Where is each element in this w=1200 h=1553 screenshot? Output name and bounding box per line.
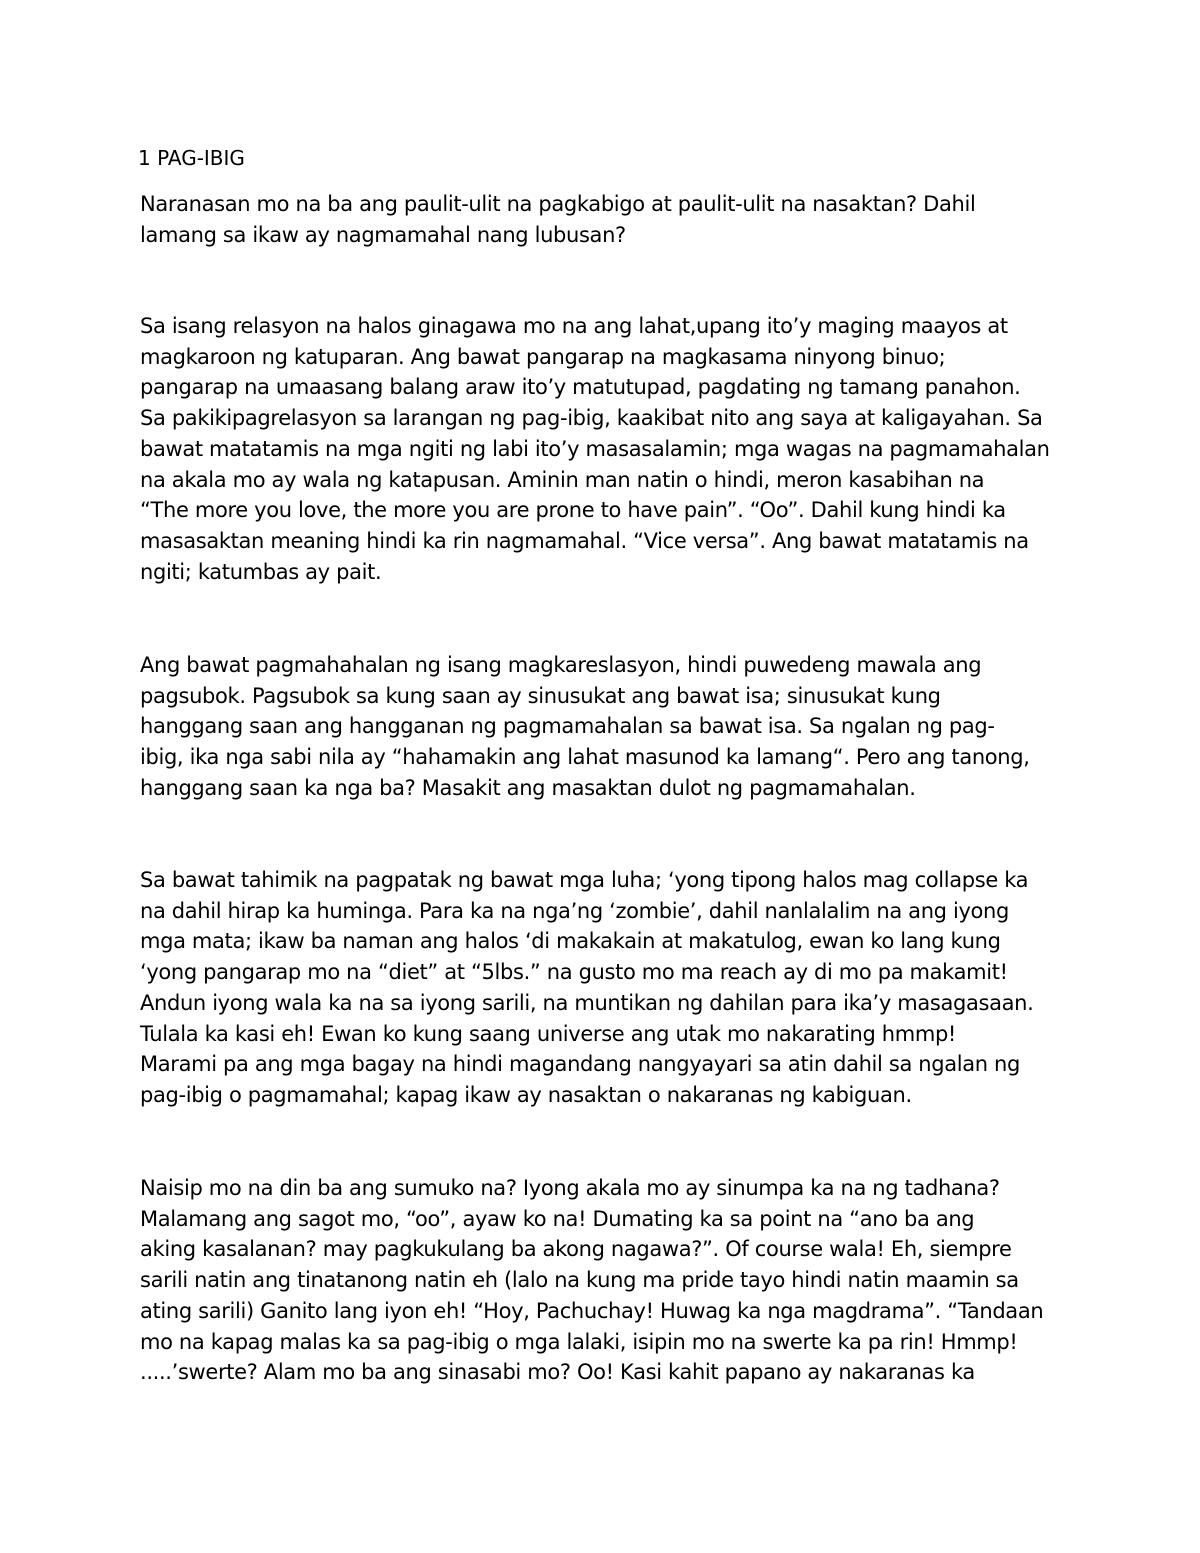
text-line: pag-ibig o pagmamahal; kapag ikaw ay nasaktan o nakaranas ng kabiguan.: [140, 1082, 912, 1107]
paragraph-5: [140, 1173, 1080, 1388]
text-line: masasaktan meaning hindi ka rin nagmamahal. “Vice versa”. Ang bawat matatamis na: [140, 528, 1029, 553]
text-line: bawat matatamis na mga ngiti ng labi ito’y masasalamin; mga wagas na pagmamahalan: [140, 436, 1050, 461]
text-line: hanggang saan ang hangganan ng pagmamahalan sa bawat isa. Sa ngalan ng pag-: [140, 714, 995, 739]
text-line: aking kasalanan? may pagkukulang ba akong nagawa?”. Of course wala! Eh, siempre: [140, 1237, 1012, 1262]
paragraph-1: [140, 189, 1080, 250]
text-line: Naranasan mo na ba ang paulit-ulit na pagkabigo at paulit-ulit na nasaktan? Dahil: [140, 192, 976, 216]
text-line: pagsubok. Pagsubok sa kung saan ay sinusukat ang bawat isa; sinusukat kung: [140, 683, 941, 708]
paragraph-4: [140, 865, 1080, 1111]
text-line: .....’swerte? Alam mo ba ang sinasabi mo? Oo! Kasi kahit papano ay nakaranas ka: [140, 1360, 975, 1385]
text-line: mga mata; ikaw ba naman ang halos ‘di makakain at makatulog, ewan ko lang kung: [140, 929, 1001, 954]
text-line: Sa isang relasyon na halos ginagawa mo na ang lahat,upang ito’y maging maayos at: [140, 314, 1008, 338]
text-line: Naisip mo na din ba ang sumuko na? Iyong akala mo ay sinumpa ka na ng tadhana?: [140, 1176, 1000, 1200]
paragraph-3: [140, 650, 1080, 804]
text-line: Andun iyong wala ka na sa iyong sarili, na muntikan ng dahilan para ika’y masagasaan.: [140, 990, 1034, 1015]
text-line: ngiti; katumbas ay pait.: [140, 559, 382, 584]
text-line: na dahil hirap ka huminga. Para ka na nga’ng ‘zombie’, dahil nanlalalim na ang iyong: [140, 898, 1009, 923]
text-line: Ang bawat pagmahahalan ng isang magkareslasyon, hindi puwedeng mawala ang: [140, 653, 982, 677]
text-line: ‘yong pangarap mo na “diet” at “5lbs.” na gusto mo ma reach ay di mo pa makamit!: [140, 960, 1008, 985]
text-line: pangarap na umaasang balang araw ito’y matutupad, pagdating ng tamang panahon.: [140, 375, 1021, 400]
text-line: lamang sa ikaw ay nagmamahal nang lubusan?: [140, 222, 626, 247]
text-line: sarili natin ang tinatanong natin eh (lalo na kung ma pride tayo hindi natin maamin sa: [140, 1268, 1019, 1293]
text-line: ating sarili) Ganito lang iyon eh! “Hoy, Pachuchay! Huwag ka nga magdrama”. “Tandaan: [140, 1298, 1044, 1323]
document-title: 1 PAG-IBIG: [138, 146, 245, 170]
text-line: Sa bawat tahimik na pagpatak ng bawat mga luha; ‘yong tipong halos mag collapse ka: [140, 868, 1029, 892]
text-line: Tulala ka kasi eh! Ewan ko kung saang universe ang utak mo nakarating hmmp!: [140, 1021, 956, 1046]
text-line: Marami pa ang mga bagay na hindi magandang nangyayari sa atin dahil sa ngalan ng: [140, 1052, 1020, 1077]
text-line: Malamang ang sagot mo, “oo”, ayaw ko na! Dumating ka sa point na “ano ba ang: [140, 1206, 975, 1231]
text-line: “The more you love, the more you are prone to have pain”. “Oo”. Dahil kung hindi ka: [140, 498, 1006, 523]
text-line: hanggang saan ka nga ba? Masakit ang masaktan dulot ng pagmamahalan.: [140, 775, 916, 800]
text-line: Sa pakikipagrelasyon sa larangan ng pag-ibig, kaakibat nito ang saya at kaligayahan. Sa: [140, 406, 1043, 431]
text-line: magkaroon ng katuparan. Ang bawat pangarap na magkasama ninyong binuo;: [140, 344, 946, 369]
text-line: ibig, ika nga sabi nila ay “hahamakin ang lahat masunod ka lamang“. Pero ang tanong,: [140, 745, 1030, 770]
paragraph-2: [140, 311, 1080, 587]
text-line: na akala mo ay wala ng katapusan. Aminin man natin o hindi, meron kasabihan na: [140, 467, 985, 492]
text-line: mo na kapag malas ka sa pag-ibig o mga lalaki, isipin mo na swerte ka pa rin! Hmmp!: [140, 1329, 1018, 1354]
